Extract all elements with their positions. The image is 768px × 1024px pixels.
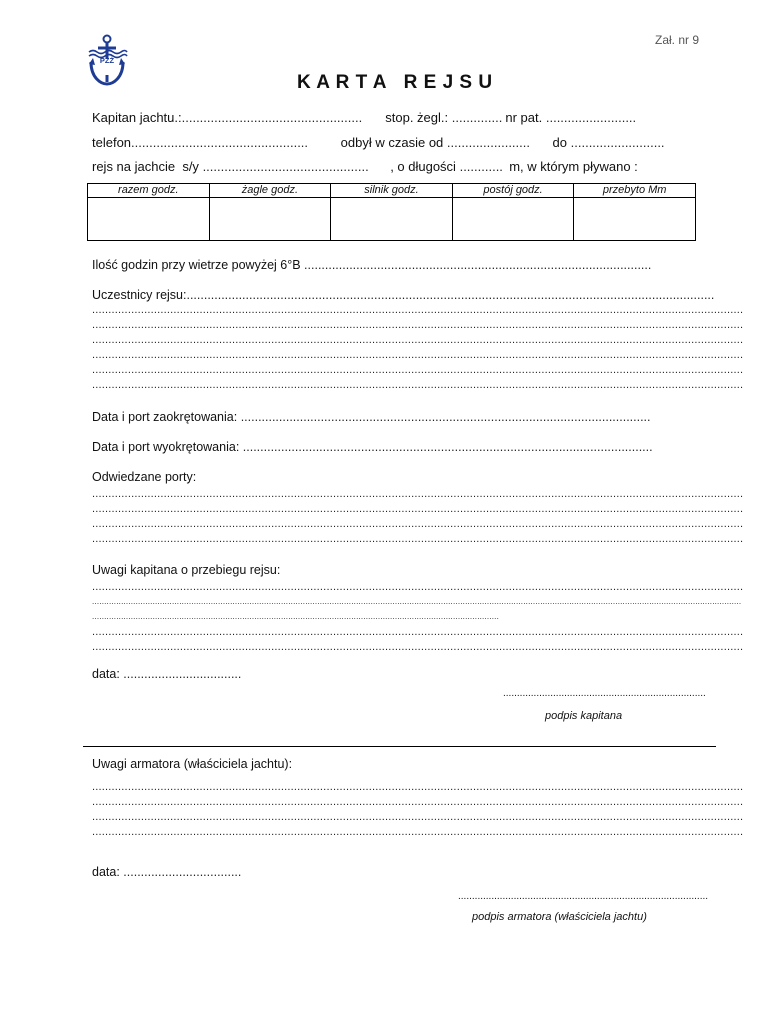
date-input-2[interactable]: .................................. bbox=[123, 865, 242, 879]
phone-label: telefon bbox=[92, 135, 132, 150]
page-title: K A R T A R E J S U bbox=[297, 72, 493, 93]
vessel-label: rejs na jachcie s/y bbox=[92, 159, 199, 174]
table-header-row bbox=[88, 184, 696, 198]
owner-signature-label: podpis armatora (właściciela jachtu) bbox=[472, 911, 647, 923]
embark-label: Data i port zaokrętowania: bbox=[92, 410, 238, 424]
ports-input-1[interactable]: ........................................................................................................................................................................................................ bbox=[92, 488, 744, 500]
ports-label: Odwiedzane porty: bbox=[92, 470, 197, 484]
owner-notes-input-2[interactable]: ........................................................................................................................................................................................................ bbox=[92, 796, 744, 808]
engine-hours-cell[interactable] bbox=[331, 198, 453, 241]
captain-notes-input-3[interactable]: ........................................................................................................................................................................ bbox=[92, 612, 500, 621]
degree-label: stop. żegl.: bbox=[385, 110, 449, 125]
owner-notes-input-3[interactable]: ........................................................................................................................................................................................................ bbox=[92, 811, 744, 823]
embark-row bbox=[92, 410, 712, 424]
length-unit: m, w którym pływano : bbox=[509, 159, 638, 174]
ports-input-2[interactable]: ........................................................................................................................................................................................................ bbox=[92, 503, 744, 515]
length-label: , o długości bbox=[390, 159, 456, 174]
ports-input-4[interactable]: ........................................................................................................................................................................................................ bbox=[92, 533, 744, 545]
crew-input-2[interactable]: ........................................................................................................................................................................................................ bbox=[92, 304, 744, 316]
date-from-input[interactable]: ....................... bbox=[446, 135, 530, 150]
embark-input[interactable]: ...................................................................................................................... bbox=[240, 410, 651, 424]
voyage-log-table bbox=[87, 183, 696, 241]
col-harbour-hours: postój godz. bbox=[452, 184, 574, 198]
degree-input[interactable]: .............. bbox=[451, 110, 503, 125]
license-input[interactable]: ......................... bbox=[545, 110, 637, 125]
date-label-2: data: bbox=[92, 865, 120, 879]
crew-label: Uczestnicy rejsu: bbox=[92, 288, 187, 302]
owner-signature-line[interactable]: .......................................................................................... bbox=[458, 891, 709, 902]
captain-input[interactable]: .................................................. bbox=[181, 110, 363, 125]
crew-input-1[interactable]: ........................................................................................................................................................ bbox=[186, 288, 715, 302]
col-sail-hours: żagle godz. bbox=[209, 184, 331, 198]
crew-input-7[interactable]: ........................................................................................................................................................................................................ bbox=[92, 379, 744, 391]
phone-input[interactable]: ................................................. bbox=[131, 135, 309, 150]
date-label-1: data: bbox=[92, 667, 120, 681]
captain-label: Kapitan jachtu.: bbox=[92, 110, 182, 125]
sailed-from-label: odbył w czasie od bbox=[340, 135, 444, 150]
disembark-row bbox=[92, 440, 712, 454]
captain-signature-line[interactable]: ......................................................................... bbox=[503, 688, 706, 699]
wind-hours-label: Ilość godzin przy wietrze powyżej 6°B bbox=[92, 258, 301, 272]
owner-notes-label: Uwagi armatora (właściciela jachtu): bbox=[92, 757, 293, 771]
captain-notes-input-1[interactable]: ........................................................................................................................................................................................................ bbox=[92, 581, 744, 593]
pzz-logo bbox=[86, 34, 128, 88]
date-to-input[interactable]: .......................... bbox=[570, 135, 665, 150]
owner-notes-input-1[interactable]: ........................................................................................................................................................................................................ bbox=[92, 781, 744, 793]
harbour-hours-cell[interactable] bbox=[452, 198, 574, 241]
to-label: do bbox=[552, 135, 568, 150]
captain-notes-input-5[interactable]: ........................................................................................................................................................................................................ bbox=[92, 641, 744, 653]
captain-notes-label: Uwagi kapitana o przebiegu rejsu: bbox=[92, 563, 281, 577]
length-input[interactable]: ............ bbox=[459, 159, 503, 174]
crew-input-3[interactable]: ........................................................................................................................................................................................................ bbox=[92, 319, 744, 331]
disembark-input[interactable]: ...................................................................................................................... bbox=[242, 440, 653, 454]
captain-row bbox=[92, 110, 712, 125]
attachment-number: Zał. nr 9 bbox=[655, 33, 700, 47]
col-total-hours: razem godz. bbox=[88, 184, 210, 198]
crew-input-5[interactable]: ........................................................................................................................................................................................................ bbox=[92, 349, 744, 361]
table-row bbox=[88, 198, 696, 241]
sail-hours-cell[interactable] bbox=[209, 198, 331, 241]
col-distance-nm: przebyto Mm bbox=[574, 184, 696, 198]
wind-hours-row bbox=[92, 258, 712, 272]
total-hours-cell[interactable] bbox=[88, 198, 210, 241]
crew-input-6[interactable]: ........................................................................................................................................................................................................ bbox=[92, 364, 744, 376]
date-row-2 bbox=[92, 865, 247, 879]
date-input-1[interactable]: .................................. bbox=[123, 667, 242, 681]
vessel-row bbox=[92, 159, 712, 174]
disembark-label: Data i port wyokrętowania: bbox=[92, 440, 240, 454]
col-engine-hours: silnik godz. bbox=[331, 184, 453, 198]
date-row-1 bbox=[92, 667, 247, 681]
logo-letters: PZŻ bbox=[99, 56, 115, 65]
captain-notes-input-2[interactable]: ............................................................................................................................................................................................................................................................................ bbox=[92, 597, 742, 606]
captain-notes-input-4[interactable]: ........................................................................................................................................................................................................ bbox=[92, 626, 744, 638]
crew-row bbox=[92, 288, 715, 302]
vessel-input[interactable]: .............................................. bbox=[202, 159, 369, 174]
phone-row bbox=[92, 135, 712, 150]
ports-input-3[interactable]: ........................................................................................................................................................................................................ bbox=[92, 518, 744, 530]
wind-hours-input[interactable]: .................................................................................................... bbox=[304, 258, 652, 272]
crew-input-4[interactable]: ........................................................................................................................................................................................................ bbox=[92, 334, 744, 346]
distance-cell[interactable] bbox=[574, 198, 696, 241]
section-divider bbox=[83, 746, 716, 747]
license-label: nr pat. bbox=[505, 110, 543, 125]
owner-notes-input-4[interactable]: ........................................................................................................................................................................................................ bbox=[92, 826, 744, 838]
captain-signature-label: podpis kapitana bbox=[545, 710, 623, 722]
